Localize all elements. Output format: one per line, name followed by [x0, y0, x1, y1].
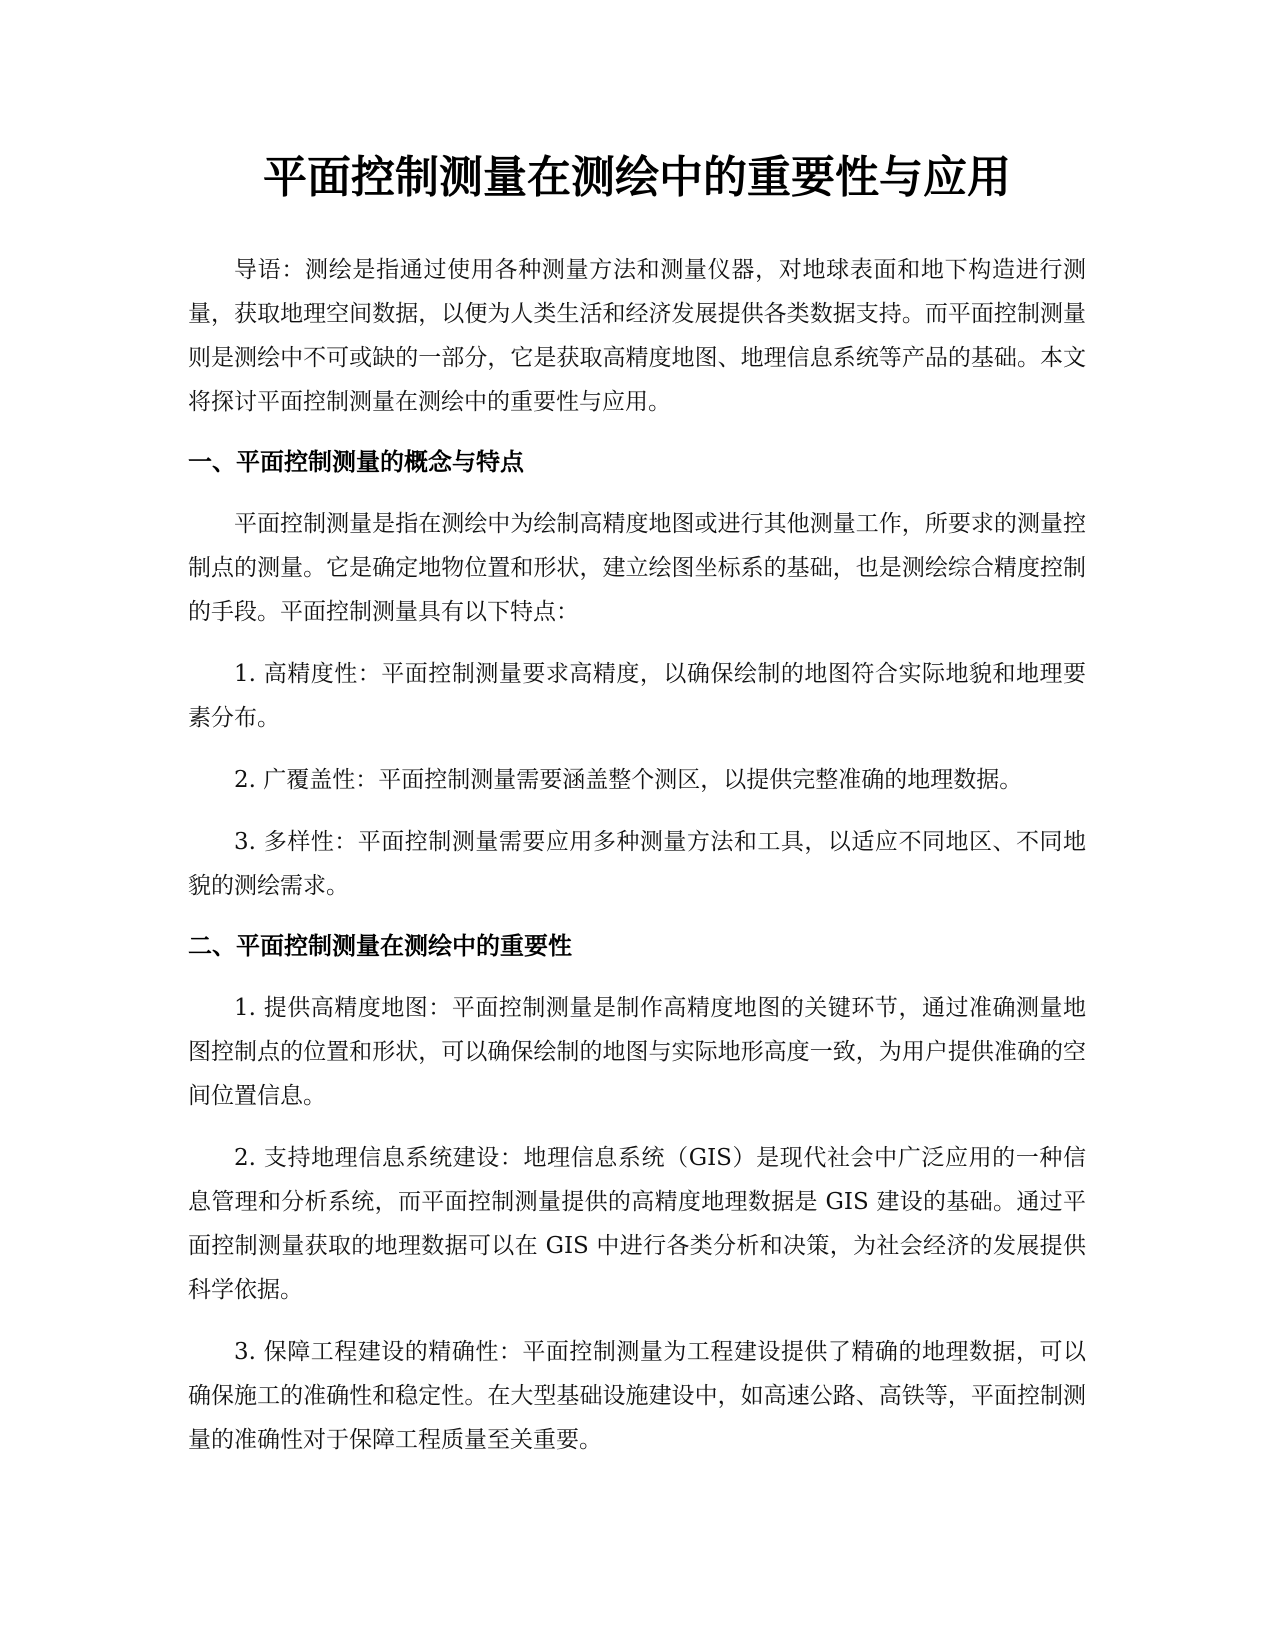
- page-title: 平面控制测量在测绘中的重要性与应用: [263, 152, 1011, 203]
- section-heading-importance: 二、平面控制测量在测绘中的重要性: [188, 932, 572, 960]
- list-item-engineering-accuracy: 3. 保障工程建设的精确性：平面控制测量为工程建设提供了精确的地理数据，可以确保施工的准确性和稳定性。在大型基础设施建设中，如高速公路、高铁等，平面控制测量的准确性对于保障工程质量至关重要。: [188, 1339, 1086, 1453]
- document-content: [188, 150, 1086, 1480]
- list-item-wide-coverage: 2. 广覆盖性：平面控制测量需要涵盖整个测区，以提供完整准确的地理数据。: [234, 767, 1023, 793]
- section-heading-concept: 一、平面控制测量的概念与特点: [188, 448, 524, 476]
- list-item-high-precision-maps: 1. 提供高精度地图：平面控制测量是制作高精度地图的关键环节，通过准确测量地图控制点的位置和形状，可以确保绘制的地图与实际地形高度一致，为用户提供准确的空间位置信息。: [188, 995, 1086, 1109]
- section-paragraph-concept: 平面控制测量是指在测绘中为绘制高精度地图或进行其他测量工作，所要求的测量控制点的测量。它是确定地物位置和形状，建立绘图坐标系的基础，也是测绘综合精度控制的手段。平面控制测量具有以下特点：: [188, 511, 1086, 625]
- list-item-gis-support: 2. 支持地理信息系统建设：地理信息系统（GIS）是现代社会中广泛应用的一种信息管理和分析系统，而平面控制测量提供的高精度地理数据是 GIS 建设的基础。通过平面控制测量获取的地理数据可以在 GIS 中进行各类分析和决策，为社会经济的发展提供科学依据。: [188, 1145, 1086, 1303]
- intro-paragraph: 导语：测绘是指通过使用各种测量方法和测量仪器，对地球表面和地下构造进行测量，获取地理空间数据，以便为人类生活和经济发展提供各类数据支持。而平面控制测量则是测绘中不可或缺的一部分，它是获取高精度地图、地理信息系统等产品的基础。本文将探讨平面控制测量在测绘中的重要性与应用。: [188, 257, 1086, 415]
- list-item-diversity: 3. 多样性：平面控制测量需要应用多种测量方法和工具，以适应不同地区、不同地貌的测绘需求。: [188, 829, 1086, 899]
- list-item-high-precision: 1. 高精度性：平面控制测量要求高精度，以确保绘制的地图符合实际地貌和地理要素分布。: [188, 661, 1086, 731]
